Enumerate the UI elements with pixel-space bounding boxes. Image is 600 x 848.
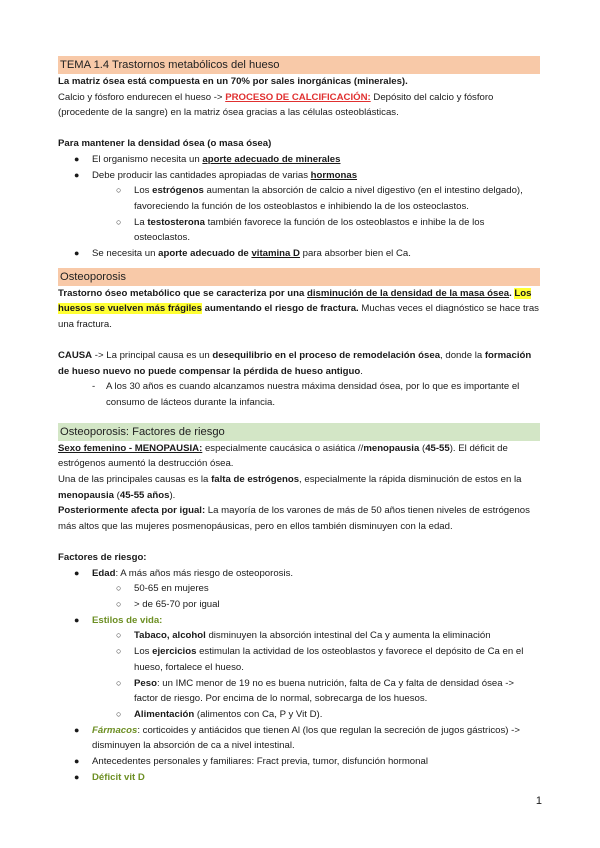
bullet-icon: ● — [74, 153, 80, 164]
bullet-icon: ● — [74, 756, 80, 767]
circle-bullet-icon: ○ — [116, 598, 122, 609]
paragraph-calcificacion: Calcio y fósforo endurecen el hueso -> PROCESO DE CALCIFICACIÓN: Depósito del calcio y fósforo (procedente de la sangre) en la matriz ósea gracias a las células osteoblásticas. — [58, 91, 494, 119]
bullet-icon: ● — [74, 248, 80, 259]
circle-bullet-icon: ○ — [116, 677, 122, 688]
bullet-icon: ● — [74, 567, 80, 578]
list-subitem: ○ Peso: un IMC menor de 19 no es buena nutrición, falta de Ca y falta de densidad ósea -> factor de riesgo. Por encima de lo normal, sobrecarga de los huesos. — [116, 677, 514, 705]
bullet-list-densidad — [58, 152, 540, 262]
list-subitem: ○ La testosterona también favorece la función de los osteoblastos e inhibe la de los osteoclastos. — [116, 216, 485, 244]
circle-bullet-icon: ○ — [116, 185, 122, 196]
list-subitem: ○ > de 65-70 por igual — [58, 597, 540, 613]
list-item: ● Estilos de vida: — [58, 613, 540, 629]
list-item: ● Edad: A más años más riesgo de osteoporosis. — [58, 566, 540, 582]
bullet-icon: ● — [74, 724, 80, 735]
bullet-list-factores — [58, 566, 540, 786]
circle-bullet-icon: ○ — [116, 216, 122, 227]
list-subitem: ○ Tabaco, alcohol disminuyen la absorción intestinal del Ca y aumenta la eliminación — [58, 628, 540, 644]
circle-bullet-icon: ○ — [116, 630, 122, 641]
page-number: 1 — [535, 795, 542, 808]
list-item: - A los 30 años es cuando alcanzamos nuestra máxima densidad ósea, por lo que es importante el consumo de lácteos durante la infancia. — [92, 381, 520, 408]
list-subitem: ○ Alimentación (alimentos con Ca, P y Vit D). — [58, 707, 540, 723]
paragraph-causa: CAUSA -> La principal causa es un desequilibrio en el proceso de remodelación ósea, donde la formación de hueso nuevo no puede compensar la pérdida de hueso antiguo. — [58, 349, 532, 377]
list-item: ● Debe producir las cantidades apropiadas de varias hormonas — [58, 168, 540, 184]
list-item: ● Fármacos: corticoides y antiácidos que tienen Al (los que regulan la secreción de jugos gástricos) -> disminuyen la absorción de ca a nivel intestinal. — [74, 724, 520, 752]
bullet-icon: ● — [74, 169, 80, 180]
dash-list-causa — [58, 379, 540, 410]
bullet-icon: ● — [74, 771, 80, 782]
circle-bullet-icon: ○ — [116, 583, 122, 594]
section-title: Osteoporosis — [60, 270, 126, 283]
circle-bullet-icon: ○ — [116, 708, 122, 719]
list-subitem: ○ Los estrógenos aumentan la absorción de calcio a nivel digestivo (en el intestino delgado), favoreciendo la función de los osteoblastos e inhibiendo la de los osteoclastos. — [116, 185, 523, 212]
paragraph-posteriormente: Posteriormente afecta por igual: La mayoría de los varones de más de 50 años tienen niveles de estrógenos más altos que las mujeres posmenopáusicas, pero en ellos también disminuyen con la edad. — [58, 505, 530, 533]
list-item: ● Antecedentes personales y familiares: Fract previa, tumor, disfunción hormonal — [58, 754, 540, 770]
section-title: Osteoporosis: Factores de riesgo — [60, 425, 225, 438]
section-heading-osteoporosis — [58, 268, 540, 286]
paragraph-matriz: La matriz ósea está compuesta en un 70% por sales inorgánicas (minerales). — [58, 76, 408, 87]
section-heading-tema — [58, 56, 540, 74]
section-heading-factores — [58, 423, 540, 441]
paragraph-factores: Factores de riesgo: — [58, 551, 147, 563]
circle-bullet-icon: ○ — [116, 646, 122, 657]
bullet-icon: ● — [74, 614, 80, 625]
paragraph-definicion: Trastorno óseo metabólico que se caracteriza por una disminución de la densidad de la masa ósea. Los huesos se vuelven más frágiles aumentando el riesgo de fractura. Muchas veces el diagnóstico se hace tras una fractura. — [58, 287, 539, 331]
list-subitem: ○ Los ejercicios estimulan la actividad de los osteoblastos y favorece el depósito de Ca en el hueso, fortalece el hueso. — [116, 646, 524, 673]
list-item: ● El organismo necesita un aporte adecuado de minerales — [58, 152, 540, 168]
paragraph-estrogenos: Una de las principales causas es la falta de estrógenos, especialmente la rápida disminución de estos en la menopausia (45-55 años). — [58, 474, 522, 501]
list-subitem: ○ 50-65 en mujeres — [58, 581, 540, 597]
paragraph-menopausia: Sexo femenino - MENOPAUSIA: especialmente caucásica o asiática //menopausia (45-55). El déficit de estrógenos aumentó la destrucción ósea. — [58, 442, 508, 470]
dash-bullet-icon: - — [92, 381, 96, 393]
list-item: ● Se necesita un aporte adecuado de vitamina D para absorber bien el Ca. — [58, 246, 540, 262]
paragraph-densidad: Para mantener la densidad ósea (o masa ósea) — [58, 138, 272, 150]
list-item: ● Déficit vit D — [58, 770, 540, 786]
page-content — [58, 56, 540, 785]
section-title: TEMA 1.4 Trastornos metabólicos del hueso — [60, 59, 280, 71]
